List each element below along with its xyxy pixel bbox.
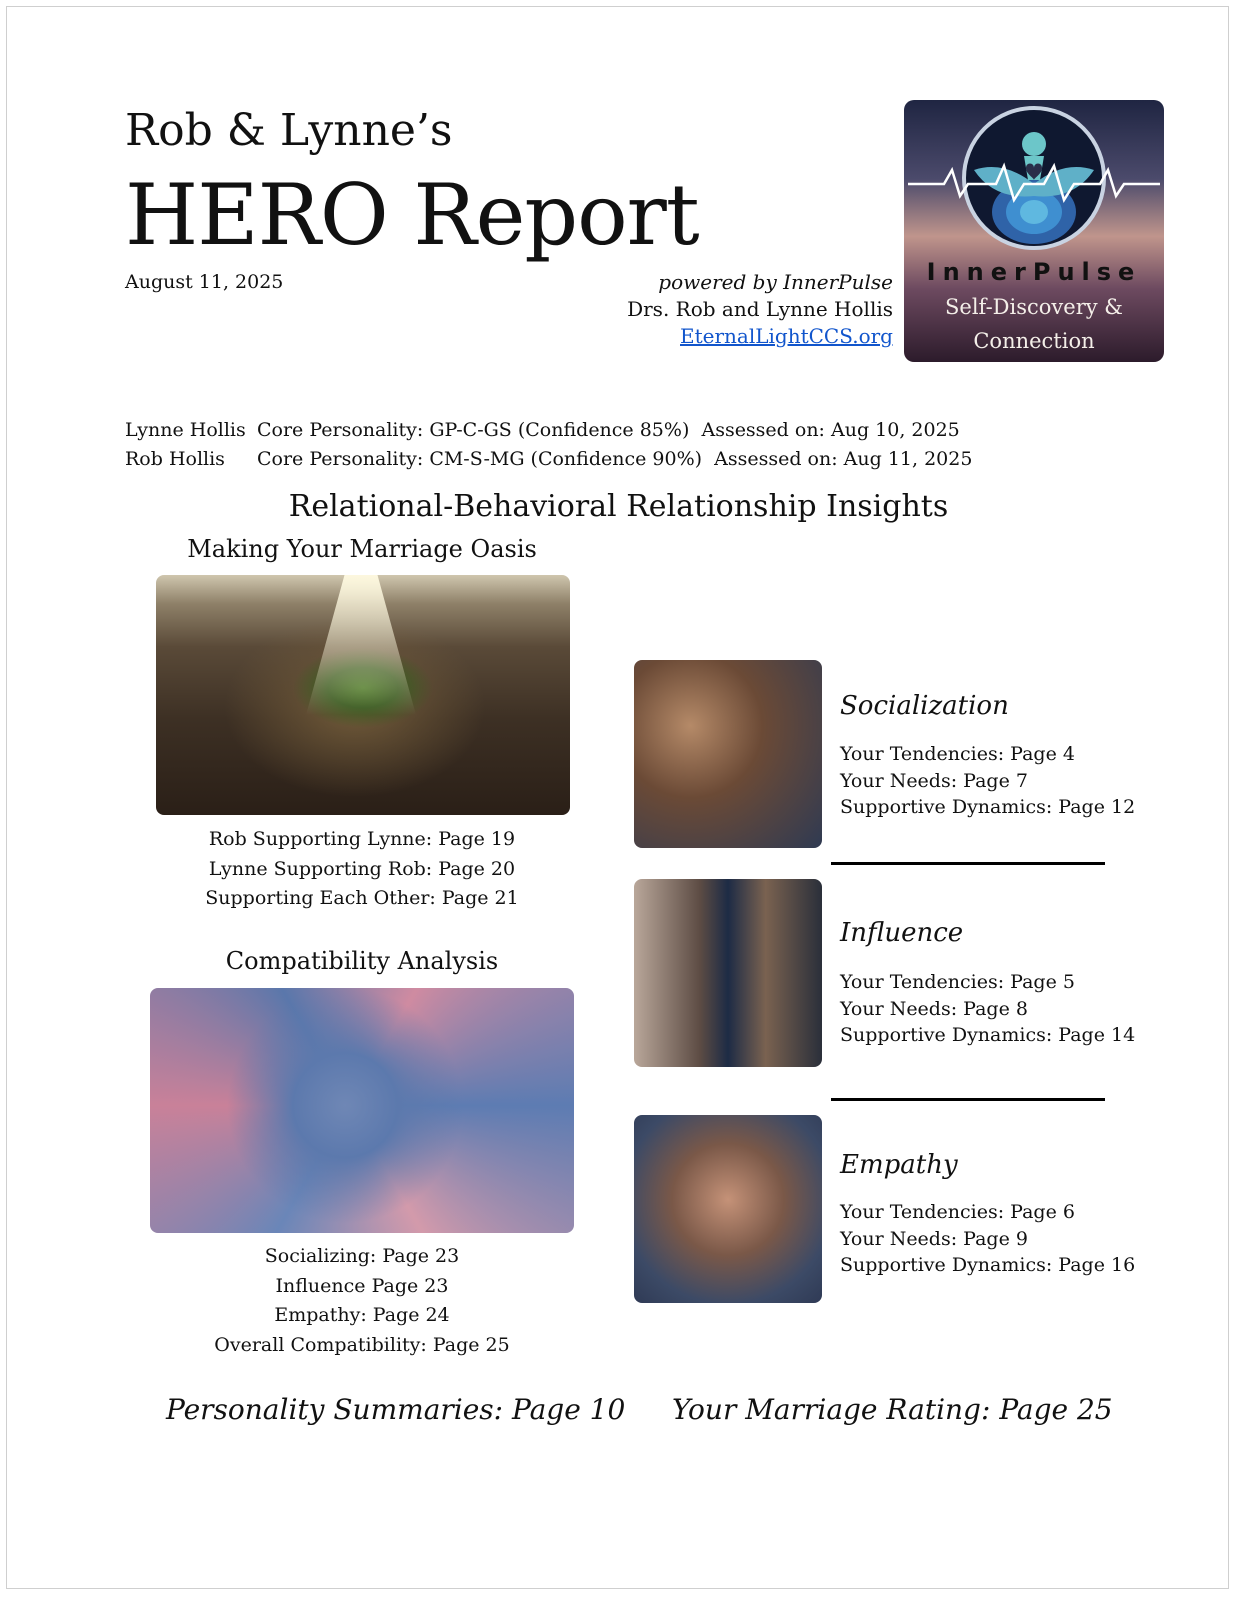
influence-links (840, 969, 1135, 1049)
authors: Drs. Rob and Lynne Hollis (627, 297, 893, 321)
logo-tagline-line-2: Connection (973, 329, 1095, 353)
compatibility-links (157, 1242, 567, 1360)
compatibility-link[interactable]: Socializing: Page 23 (264, 1245, 460, 1267)
influence-image (634, 879, 822, 1067)
powered-by: powered by InnerPulse (658, 270, 893, 294)
section-title: Relational-Behavioral Relationship Insights (288, 489, 949, 524)
compatibility-link[interactable]: Influence Page 23 (275, 1274, 449, 1297)
light-beam (306, 575, 416, 715)
title-prefix: Rob & Lynne’s (125, 105, 453, 156)
compatibility-link[interactable]: Empathy: Page 24 (274, 1304, 450, 1326)
category-link[interactable]: Your Needs: Page 7 (840, 769, 1028, 792)
person-personality: Core Personality: GP-C-GS (Confidence 85%) (257, 419, 690, 441)
oasis-image (156, 575, 570, 815)
person-personality: Core Personality: CM-S-MG (Confidence 90%) (257, 448, 703, 470)
logo-tagline (904, 290, 1164, 358)
divider (831, 1098, 1105, 1101)
person-row (125, 445, 972, 474)
oasis-title: Making Your Marriage Oasis (187, 535, 537, 563)
report-title: HERO Report (125, 166, 699, 264)
category-link[interactable]: Your Tendencies: Page 4 (840, 743, 1075, 765)
divider (831, 862, 1105, 865)
personality-summaries-link[interactable]: Personality Summaries: Page 10 (166, 1393, 626, 1426)
compatibility-link[interactable]: Overall Compatibility: Page 25 (214, 1333, 510, 1356)
credits (627, 269, 893, 350)
report-cover-page (6, 6, 1229, 1589)
empathy-links (840, 1199, 1135, 1279)
website-link[interactable]: EternalLightCCS.org (680, 324, 893, 348)
influence-title: Influence (840, 918, 964, 948)
person-assessed: Assessed on: Aug 11, 2025 (714, 448, 973, 470)
category-link[interactable]: Supportive Dynamics: Page 12 (840, 796, 1136, 818)
oasis-link[interactable]: Rob Supporting Lynne: Page 19 (208, 828, 516, 850)
compatibility-image (150, 988, 574, 1233)
category-link[interactable]: Your Needs: Page 9 (840, 1227, 1028, 1250)
logo-brand: InnerPulse (926, 258, 1142, 286)
category-link[interactable]: Your Tendencies: Page 5 (840, 971, 1075, 993)
oasis-link[interactable]: Supporting Each Other: Page 21 (205, 887, 519, 909)
logo-tagline-line-1: Self-Discovery & (945, 295, 1123, 319)
empathy-title: Empathy (840, 1150, 958, 1180)
person-row (125, 416, 972, 445)
category-link[interactable]: Supportive Dynamics: Page 14 (840, 1024, 1136, 1046)
marriage-rating-link[interactable]: Your Marriage Rating: Page 25 (672, 1393, 1113, 1426)
people-list (125, 416, 972, 474)
category-link[interactable]: Supportive Dynamics: Page 16 (840, 1254, 1136, 1276)
oasis-links (157, 825, 567, 914)
oasis-link[interactable]: Lynne Supporting Rob: Page 20 (208, 857, 516, 880)
report-date: August 11, 2025 (125, 271, 284, 293)
socialization-image (634, 660, 822, 848)
person-name: Lynne Hollis (125, 419, 246, 441)
heart-pulse-icon (904, 100, 1164, 260)
person-assessed: Assessed on: Aug 10, 2025 (701, 419, 960, 441)
innerpulse-logo (904, 100, 1164, 362)
category-link[interactable]: Your Tendencies: Page 6 (840, 1201, 1075, 1223)
person-name: Rob Hollis (125, 448, 225, 470)
compatibility-title: Compatibility Analysis (225, 947, 499, 975)
category-link[interactable]: Your Needs: Page 8 (840, 997, 1028, 1020)
empathy-image (634, 1115, 822, 1303)
socialization-links (840, 741, 1135, 821)
socialization-title: Socialization (840, 691, 1009, 721)
